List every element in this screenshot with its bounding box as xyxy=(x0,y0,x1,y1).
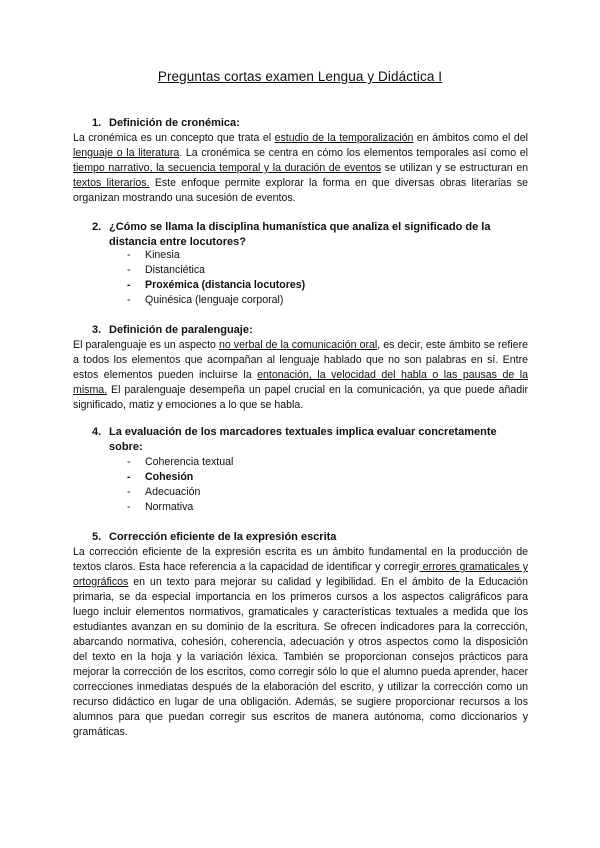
list-item-label: Kinesia xyxy=(145,249,180,261)
list-item-label: Normativa xyxy=(145,501,194,513)
section-number: 4. xyxy=(92,426,102,438)
dash: - xyxy=(127,279,131,291)
list-item xyxy=(127,485,233,500)
list-item xyxy=(127,248,305,263)
section-1-paragraph xyxy=(73,131,528,206)
text: Este enfoque permite explorar la forma en que diversas obras literarias se organizan mostrando una sucesión de eventos. xyxy=(73,177,529,204)
underlined-text: textos literarios. xyxy=(73,177,150,189)
dash: - xyxy=(127,249,131,261)
dash: - xyxy=(127,456,131,468)
text: . La cronémica se centra en cómo los elementos temporales así como el xyxy=(179,147,528,159)
section-title: Corrección eficiente de la expresión escrita xyxy=(109,531,337,543)
text: El paralenguaje es un aspecto xyxy=(73,339,219,351)
underlined-text: errores gramaticales y ortográficos xyxy=(73,561,528,588)
list-item-label: Quinésica (lenguaje corporal) xyxy=(145,294,284,306)
section-3-paragraph xyxy=(73,338,528,413)
dash: - xyxy=(127,486,131,498)
section-title: ¿Cómo se llama la disciplina humanística que analiza el significado de la distancia entre locutores? xyxy=(109,221,491,248)
list-item-label: Distanciética xyxy=(145,264,206,276)
underlined-text: estudio de la temporalización xyxy=(274,132,414,144)
section-title: Definición de cronémica: xyxy=(109,117,240,129)
section-number: 2. xyxy=(92,221,102,233)
text: La corrección eficiente de la expresión escrita es un ámbito fundamental en la producción de textos claros. Esta hace referencia a la capacidad de identificar y corregir xyxy=(73,546,528,573)
list-item xyxy=(127,263,305,278)
list-item xyxy=(127,455,233,470)
section-2-heading xyxy=(92,220,512,250)
list-item xyxy=(127,293,305,308)
section-number: 1. xyxy=(92,117,102,129)
underlined-text: tiempo narrativo, la secuencia temporal y la duración de eventos xyxy=(73,162,382,174)
section-title: La evaluación de los marcadores textuales implica evaluar concretamente sobre: xyxy=(109,426,497,453)
text: en ámbitos como el del xyxy=(413,132,528,144)
dash: - xyxy=(127,501,131,513)
section-4-options xyxy=(127,455,233,515)
section-1-heading xyxy=(92,116,512,131)
text: La cronémica es un concepto que trata el xyxy=(73,132,275,144)
section-2-options xyxy=(127,248,305,308)
list-item-label: Cohesión xyxy=(145,471,194,483)
underlined-text: lenguaje o la literatura xyxy=(73,147,180,159)
text: El paralenguaje desempeña un papel crucial en la comunicación, ya que puede añadir significado, matiz y emociones a lo que se habla. xyxy=(73,384,528,411)
section-3-heading xyxy=(92,323,512,338)
document-title: Preguntas cortas examen Lengua y Didáctica I xyxy=(157,69,443,84)
underlined-text: no verbal de la comunicación oral xyxy=(218,339,378,351)
section-title: Definición de paralenguaje: xyxy=(109,324,253,336)
text: , es decir, este ámbito se refiere a todos los elementos que acompañan al lenguaje hablado que no son palabras en sí. Entre estos elementos pueden incluirse la xyxy=(73,339,528,381)
list-item-label: Adecuación xyxy=(145,486,201,498)
section-number: 5. xyxy=(92,531,102,543)
text: en un texto para mejorar su calidad y legibilidad. En el ámbito de la Educación primaria, se da especial importancia en los primeros cursos a los aspectos caligráficos para luego incluir elementos normativos, gramaticales y características textuales a medida que los estudiantes avanzan en su dominio de la escritura. Se ofrecen indicadores para la corrección, abarcando normativa, cohesión, coherencia, adecuación y otros aspectos como la disposición del texto en la hoja y la variación léxica. También se proporcionan consejos prácticos para mejorar la corrección de los escritos, como corregir sólo lo que el alumno pueda aprender, hacer correcciones inmediatas después de la elaboración del escrito, y utilizar la corrección como un recurso didáctico en lugar de una obligación. Además, se sugiere proporcionar recursos a los alumnos para que puedan corregir sus escritos de manera autónoma, como diccionarios y gramáticas. xyxy=(73,576,528,738)
dash: - xyxy=(127,294,131,306)
section-number: 3. xyxy=(92,324,102,336)
list-item-label: Coherencia textual xyxy=(145,456,234,468)
dash: - xyxy=(127,264,131,276)
text: se utilizan y se estructuran en xyxy=(381,162,528,174)
underlined-text: entonación, la velocidad del habla o las pausas de la misma. xyxy=(73,369,528,396)
list-item-answer xyxy=(127,470,233,485)
list-item xyxy=(127,500,233,515)
section-5-heading xyxy=(92,530,512,545)
list-item-label: Proxémica (distancia locutores) xyxy=(145,279,306,291)
dash: - xyxy=(127,471,131,483)
list-item-answer xyxy=(127,278,305,293)
section-4-heading xyxy=(92,425,512,455)
section-5-paragraph xyxy=(73,545,528,740)
